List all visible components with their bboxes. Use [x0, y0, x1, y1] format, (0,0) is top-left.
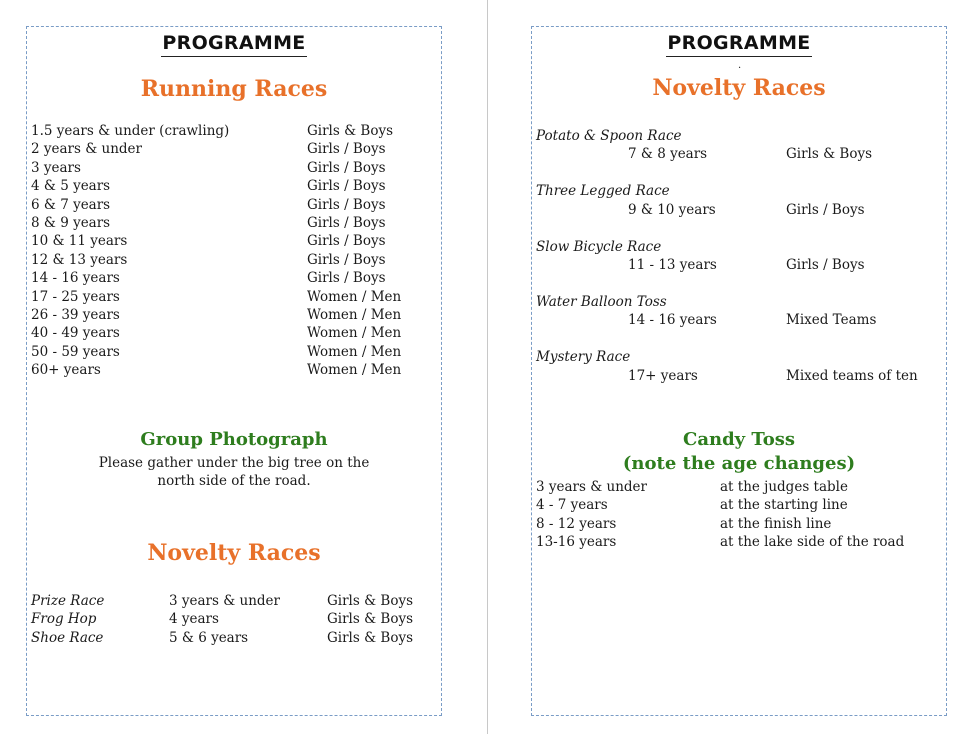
race-age: 5 & 6 years — [169, 629, 249, 646]
race-group: Girls / Boys — [307, 159, 386, 176]
race-age: 40 - 49 years — [31, 325, 120, 342]
race-age: 17+ years — [628, 367, 698, 384]
race-age: 8 & 9 years — [31, 215, 111, 231]
race-age: 4 years — [169, 611, 219, 628]
candy-place: at the starting line — [720, 497, 848, 514]
race-group: Girls / Boys — [307, 251, 386, 268]
running-races-title: Running Races — [140, 76, 328, 102]
race-group: Girls / Boys — [307, 270, 386, 287]
race-age: 9 & 10 years — [628, 201, 716, 218]
candy-age: 3 years & under — [536, 479, 647, 495]
left-page — [26, 26, 442, 716]
race-group: Girls & Boys — [327, 593, 414, 609]
race-group: Women / Men — [307, 288, 402, 305]
race-group: Girls & Boys — [327, 629, 414, 646]
race-age: 14 - 16 years — [628, 312, 717, 329]
race-group: Mixed teams of ten — [786, 367, 918, 384]
race-age: 3 years — [31, 159, 81, 176]
race-age: 12 & 13 years — [31, 251, 128, 268]
right-page — [531, 26, 947, 716]
race-age: 11 - 13 years — [628, 257, 717, 273]
group-photo-line-1: Please gather under the big tree on the — [98, 455, 370, 471]
race-group: Girls & Boys — [307, 123, 394, 139]
candy-place: at the finish line — [720, 515, 832, 532]
race-group: Girls / Boys — [786, 257, 865, 273]
race-name: Frog Hop — [31, 611, 97, 628]
race-name: Slow Bicycle Race — [536, 238, 662, 255]
race-name: Prize Race — [31, 593, 105, 609]
race-age: 17 - 25 years — [31, 288, 120, 305]
race-group: Girls / Boys — [786, 201, 865, 218]
candy-place: at the judges table — [720, 479, 848, 495]
race-group: Girls & Boys — [786, 146, 873, 163]
race-name: Three Legged Race — [536, 183, 670, 200]
race-age: 4 & 5 years — [31, 178, 111, 195]
novelty-races-title: Novelty Races — [652, 75, 826, 101]
page-divider — [487, 0, 488, 734]
race-age: 7 & 8 years — [628, 146, 708, 163]
race-name: Shoe Race — [31, 629, 104, 646]
candy-toss-title: Candy Toss — [683, 429, 795, 450]
race-group: Girls / Boys — [307, 196, 386, 213]
candy-place: at the lake side of the road — [720, 534, 905, 551]
race-age: 6 & 7 years — [31, 196, 111, 213]
race-group: Mixed Teams — [786, 312, 877, 329]
race-group: Girls / Boys — [307, 141, 386, 158]
race-group: Women / Men — [307, 307, 402, 323]
race-age: 2 years & under — [31, 141, 142, 158]
candy-age: 4 - 7 years — [536, 497, 608, 514]
race-name: Mystery Race — [536, 349, 631, 366]
candy-age: 13-16 years — [536, 534, 617, 551]
race-group: Girls / Boys — [307, 178, 386, 195]
race-age: 3 years & under — [169, 593, 280, 609]
group-photo-title: Group Photograph — [140, 429, 328, 450]
race-name: Water Balloon Toss — [536, 293, 667, 310]
race-age: 26 - 39 years — [31, 307, 120, 323]
novelty-races-title: Novelty Races — [147, 540, 321, 566]
race-age: 10 & 11 years — [31, 233, 128, 250]
race-age: 1.5 years & under (crawling) — [31, 123, 230, 139]
race-age: 14 - 16 years — [31, 270, 120, 287]
race-group: Girls & Boys — [327, 611, 414, 628]
group-photo-line-2: north side of the road. — [157, 473, 311, 489]
stray-dot: . — [738, 60, 742, 71]
candy-toss-note: (note the age changes) — [622, 453, 856, 474]
race-group: Women / Men — [307, 362, 402, 379]
race-group: Girls / Boys — [307, 233, 386, 250]
programme-heading: PROGRAMME — [27, 32, 441, 57]
candy-age: 8 - 12 years — [536, 515, 617, 532]
race-group: Women / Men — [307, 343, 402, 360]
race-age: 50 - 59 years — [31, 343, 120, 360]
race-group: Girls / Boys — [307, 215, 386, 231]
race-age: 60+ years — [31, 362, 101, 379]
race-name: Potato & Spoon Race — [536, 128, 682, 144]
race-group: Women / Men — [307, 325, 402, 342]
programme-heading: PROGRAMME — [532, 32, 946, 57]
